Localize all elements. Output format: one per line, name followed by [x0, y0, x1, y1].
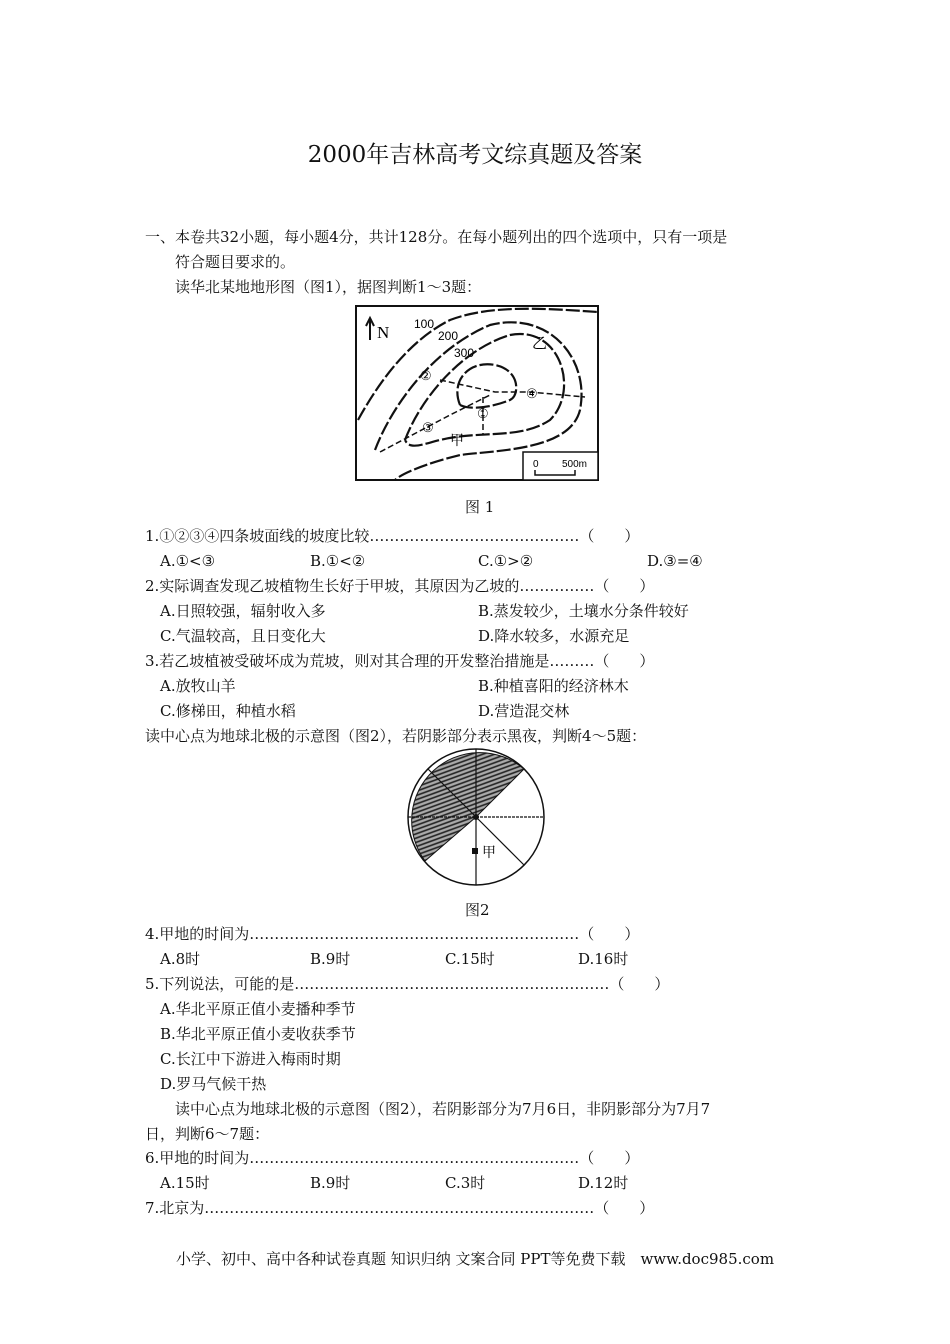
- north-arrow-icon: [366, 318, 374, 340]
- q4-option-d: D.16时: [578, 950, 629, 968]
- slope-line-2: ②: [420, 368, 432, 383]
- section-intro: 一、本卷共32小题，每小题4分，共计128分。在每小题列出的四个选项中，只有一项是: [145, 228, 728, 246]
- label-jia: 甲: [482, 845, 496, 861]
- contour-label-300: 300: [454, 346, 475, 360]
- footer-text: 小学、初中、高中各种试卷真题 知识归纳 文案合同 PPT等免费下载 www.doc985.com: [175, 1250, 775, 1268]
- q6-option-b: B.9时: [310, 1174, 351, 1192]
- question-6: 6.甲地的时间为…………………………………………………………（ ）: [145, 1149, 640, 1167]
- label-jia: 甲: [450, 432, 464, 448]
- scale-end: 500m: [562, 459, 588, 470]
- q1-option-c: C.①>②: [478, 552, 534, 570]
- question-3: 3.若乙坡植被受破坏成为荒坡，则对其合理的开发整治措施是………（ ）: [145, 652, 655, 670]
- q1-option-a: A.①<③: [160, 552, 216, 570]
- fig2-intro-2-cont: 日，判断6～7题：: [145, 1125, 270, 1143]
- q3-option-b: B.种植喜阳的经济林木: [478, 677, 629, 695]
- q5-option-c: C.长江中下游进入梅雨时期: [160, 1050, 341, 1068]
- q2-option-b: B.蒸发较少，土壤水分条件较好: [478, 602, 689, 620]
- question-1: 1.①②③④四条坡面线的坡度比较……………………………………（ ）: [145, 527, 640, 545]
- q3-option-d: D.营造混交林: [478, 702, 570, 720]
- label-yi: 乙: [532, 335, 548, 352]
- figure-2-caption: 图2: [465, 901, 490, 919]
- q4-option-b: B.9时: [310, 950, 351, 968]
- slope-line-3: ③: [422, 420, 434, 435]
- q6-option-a: A.15时: [160, 1174, 210, 1192]
- page-title: 2000年吉林高考文综真题及答案: [307, 142, 643, 168]
- north-label: N: [377, 323, 390, 342]
- q2-option-d: D.降水较多，水源充足: [478, 627, 630, 645]
- q6-option-d: D.12时: [578, 1174, 629, 1192]
- contour-map-figure-1: [350, 300, 610, 490]
- q3-option-c: C.修梯田，种植水稻: [160, 702, 296, 720]
- question-4: 4.甲地的时间为…………………………………………………………（ ）: [145, 925, 640, 943]
- slope-line-4: ④: [526, 386, 538, 401]
- question-2: 2.实际调查发现乙坡植物生长好于甲坡，其原因为乙坡的……………（ ）: [145, 577, 655, 595]
- contour-label-100: 100: [414, 317, 435, 331]
- q5-option-a: A.华北平原正值小麦播种季节: [160, 1000, 356, 1018]
- q5-option-d: D.罗马气候干热: [160, 1075, 267, 1093]
- question-7: 7.北京为……………………………………………………………………（ ）: [145, 1199, 655, 1217]
- q1-option-d: D.③=④: [647, 552, 703, 570]
- q2-option-c: C.气温较高，且日变化大: [160, 627, 326, 645]
- contour-label-200: 200: [438, 329, 459, 343]
- fig1-intro: 读华北某地地形图（图1），据图判断1～3题：: [175, 278, 482, 296]
- q6-option-c: C.3时: [445, 1174, 486, 1192]
- figure-1-caption: 图 1: [465, 498, 495, 516]
- section-intro-cont: 符合题目要求的。: [175, 253, 296, 271]
- fig2-intro-2: 读中心点为地球北极的示意图（图2），若阴影部分为7月6日，非阴影部分为7月7: [175, 1100, 711, 1118]
- q1-option-b: B.①<②: [310, 552, 366, 570]
- point-jia-marker: [472, 848, 478, 854]
- q4-option-a: A.8时: [160, 950, 201, 968]
- north-pole-figure-2: [400, 745, 560, 895]
- q5-option-b: B.华北平原正值小麦收获季节: [160, 1025, 356, 1043]
- q3-option-a: A.放牧山羊: [160, 677, 236, 695]
- q4-option-c: C.15时: [445, 950, 495, 968]
- scale-start: 0: [533, 459, 539, 470]
- q2-option-a: A.日照较强，辐射收入多: [160, 602, 326, 620]
- question-5: 5.下列说法，可能的是………………………………………………………（ ）: [145, 975, 670, 993]
- fig2-intro: 读中心点为地球北极的示意图（图2），若阴影部分表示黑夜，判断4～5题：: [145, 727, 647, 745]
- slope-line-1: ①: [477, 406, 489, 421]
